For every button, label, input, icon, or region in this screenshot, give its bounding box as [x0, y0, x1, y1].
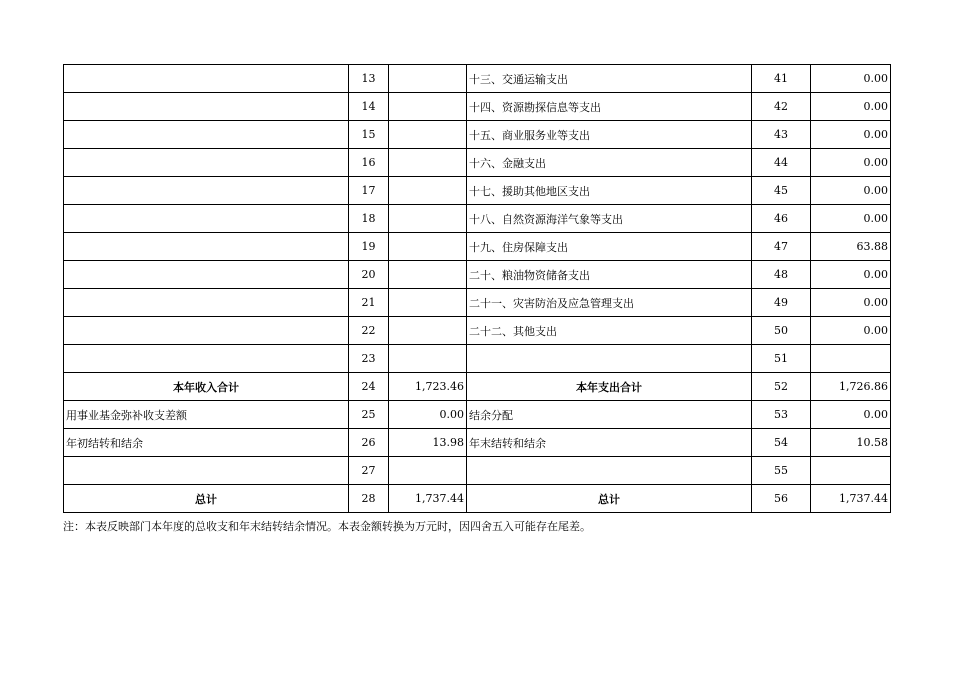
table-row: [64, 233, 891, 261]
table-row: [64, 205, 891, 233]
income-line-number: 20: [349, 261, 389, 289]
total-row: [64, 373, 891, 401]
income-amount: [389, 121, 467, 149]
expenditure-amount: 0.00: [811, 289, 891, 317]
table-row: [64, 65, 891, 93]
expenditure-item-label: 本年支出合计: [467, 373, 752, 401]
income-item-label: [64, 65, 349, 93]
income-item-label: [64, 93, 349, 121]
income-amount: [389, 457, 467, 485]
expenditure-line-number: 45: [752, 177, 811, 205]
expenditure-amount: 0.00: [811, 261, 891, 289]
income-amount: 1,723.46: [389, 373, 467, 401]
income-amount: 1,737.44: [389, 485, 467, 513]
income-amount: [389, 289, 467, 317]
income-line-number: 21: [349, 289, 389, 317]
income-amount: [389, 345, 467, 373]
expenditure-line-number: 44: [752, 149, 811, 177]
expenditure-item-label: 总计: [467, 485, 752, 513]
income-line-number: 17: [349, 177, 389, 205]
income-line-number: 23: [349, 345, 389, 373]
expenditure-amount: 0.00: [811, 65, 891, 93]
table-row: [64, 429, 891, 457]
income-item-label: [64, 205, 349, 233]
income-line-number: 14: [349, 93, 389, 121]
expenditure-item-label: 十六、金融支出: [467, 149, 752, 177]
expenditure-amount: 0.00: [811, 149, 891, 177]
table-row: [64, 121, 891, 149]
income-line-number: 15: [349, 121, 389, 149]
total-row: [64, 485, 891, 513]
table-body: [64, 65, 891, 513]
expenditure-line-number: 54: [752, 429, 811, 457]
income-line-number: 13: [349, 65, 389, 93]
expenditure-line-number: 46: [752, 205, 811, 233]
income-amount: 0.00: [389, 401, 467, 429]
expenditure-amount: 0.00: [811, 317, 891, 345]
expenditure-line-number: 51: [752, 345, 811, 373]
expenditure-line-number: 53: [752, 401, 811, 429]
income-line-number: 26: [349, 429, 389, 457]
income-line-number: 24: [349, 373, 389, 401]
expenditure-amount: 0.00: [811, 205, 891, 233]
expenditure-item-label: 十九、住房保障支出: [467, 233, 752, 261]
expenditure-amount: [811, 345, 891, 373]
expenditure-line-number: 50: [752, 317, 811, 345]
expenditure-item-label: [467, 457, 752, 485]
table-row: [64, 401, 891, 429]
income-line-number: 19: [349, 233, 389, 261]
table-row: [64, 345, 891, 373]
income-item-label: [64, 177, 349, 205]
expenditure-amount: 0.00: [811, 177, 891, 205]
income-amount: [389, 149, 467, 177]
income-item-label: [64, 261, 349, 289]
income-expenditure-table: [63, 64, 891, 513]
income-item-label: [64, 345, 349, 373]
expenditure-amount: 1,726.86: [811, 373, 891, 401]
expenditure-item-label: 十三、交通运输支出: [467, 65, 752, 93]
income-item-label: [64, 457, 349, 485]
expenditure-line-number: 42: [752, 93, 811, 121]
expenditure-line-number: 41: [752, 65, 811, 93]
income-amount: [389, 177, 467, 205]
income-amount: [389, 317, 467, 345]
expenditure-item-label: 二十二、其他支出: [467, 317, 752, 345]
table-row: [64, 93, 891, 121]
income-amount: [389, 261, 467, 289]
income-line-number: 18: [349, 205, 389, 233]
expenditure-amount: 0.00: [811, 401, 891, 429]
income-item-label: [64, 317, 349, 345]
expenditure-line-number: 49: [752, 289, 811, 317]
income-amount: [389, 93, 467, 121]
expenditure-item-label: 二十一、灾害防治及应急管理支出: [467, 289, 752, 317]
expenditure-item-label: [467, 345, 752, 373]
expenditure-item-label: 年末结转和结余: [467, 429, 752, 457]
income-item-label: 用事业基金弥补收支差额: [64, 401, 349, 429]
income-line-number: 16: [349, 149, 389, 177]
income-amount: [389, 65, 467, 93]
expenditure-item-label: 二十、粮油物资储备支出: [467, 261, 752, 289]
expenditure-line-number: 43: [752, 121, 811, 149]
expenditure-item-label: 十四、资源勘探信息等支出: [467, 93, 752, 121]
table-row: [64, 261, 891, 289]
income-item-label: [64, 121, 349, 149]
income-line-number: 28: [349, 485, 389, 513]
expenditure-line-number: 55: [752, 457, 811, 485]
expenditure-item-label: 十五、商业服务业等支出: [467, 121, 752, 149]
expenditure-amount: 0.00: [811, 93, 891, 121]
income-line-number: 27: [349, 457, 389, 485]
income-amount: 13.98: [389, 429, 467, 457]
table-row: [64, 289, 891, 317]
expenditure-line-number: 47: [752, 233, 811, 261]
income-item-label: [64, 149, 349, 177]
expenditure-amount: [811, 457, 891, 485]
expenditure-amount: 10.58: [811, 429, 891, 457]
expenditure-item-label: 十七、援助其他地区支出: [467, 177, 752, 205]
expenditure-amount: 63.88: [811, 233, 891, 261]
income-amount: [389, 233, 467, 261]
expenditure-amount: 0.00: [811, 121, 891, 149]
expenditure-line-number: 48: [752, 261, 811, 289]
expenditure-line-number: 56: [752, 485, 811, 513]
table-row: [64, 317, 891, 345]
income-line-number: 22: [349, 317, 389, 345]
table-row: [64, 177, 891, 205]
income-item-label: [64, 289, 349, 317]
expenditure-amount: 1,737.44: [811, 485, 891, 513]
income-item-label: 本年收入合计: [64, 373, 349, 401]
expenditure-item-label: 结余分配: [467, 401, 752, 429]
table-row: [64, 149, 891, 177]
income-item-label: [64, 233, 349, 261]
income-line-number: 25: [349, 401, 389, 429]
income-item-label: 总计: [64, 485, 349, 513]
income-amount: [389, 205, 467, 233]
income-item-label: 年初结转和结余: [64, 429, 349, 457]
expenditure-item-label: 十八、自然资源海洋气象等支出: [467, 205, 752, 233]
table-row: [64, 457, 891, 485]
table-footnote: 注：本表反映部门本年度的总收支和年末结转结余情况。本表金额转换为万元时，因四舍五入可能存在尾差。: [63, 520, 591, 533]
expenditure-line-number: 52: [752, 373, 811, 401]
